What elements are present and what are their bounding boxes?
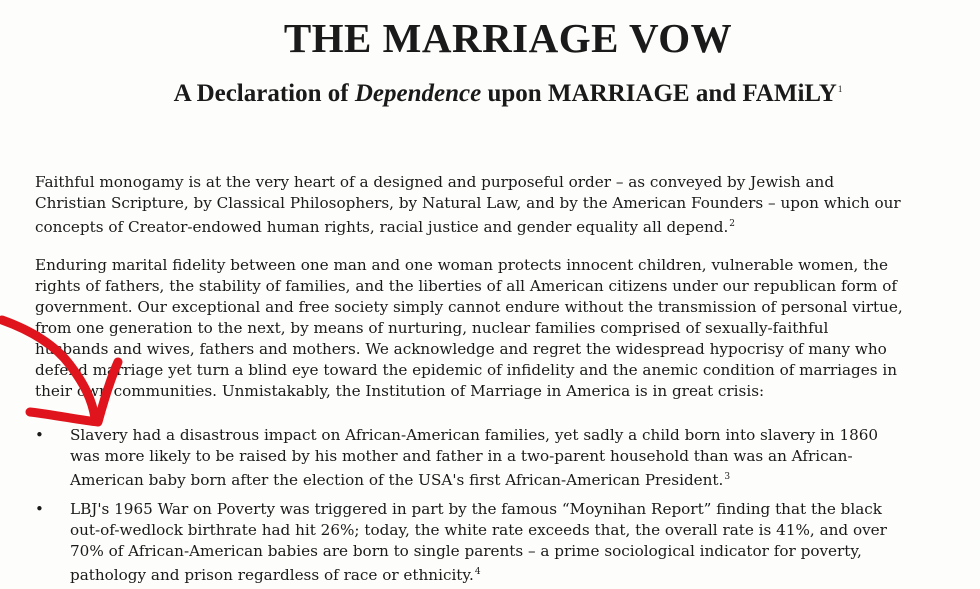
footnote-marker: 2 [729, 219, 736, 229]
bullet-line: LBJ's 1965 War on Poverty was triggered in part by the famous “Moynihan Report” finding that the black [70, 500, 882, 519]
list-item [35, 499, 980, 586]
bullet-line: Slavery had a disastrous impact on African-American families, yet sadly a child born into slavery in 1860 [70, 426, 879, 444]
bullet-icon: • [35, 426, 44, 444]
bullet-line: 70% of African-American babies are born to single parents – a prime sociological indicator for poverty, [70, 542, 862, 561]
crisis-bullet-list [35, 425, 980, 589]
subtitle-emphasis: Dependence [354, 80, 482, 107]
paragraph-faithful-monogamy [35, 172, 980, 238]
bullet-line: was more likely to be raised by his mother and father in a two-parent household than was an African- [70, 447, 853, 465]
paragraph-marital-fidelity [35, 255, 980, 402]
document-title: THE MARRIAGE VOW [283, 15, 733, 61]
paragraph-line: Enduring marital fidelity between one man and one woman protects innocent children, vulnerable women, the [35, 256, 889, 274]
paragraph-line: government. Our exceptional and free society simply cannot endure without the transmission of personal virtue, [35, 298, 903, 316]
paragraph-line: from one generation to the next, by means of nurturing, nuclear families comprised of sexually-faithful [35, 319, 829, 337]
subtitle-footnote: 1 [837, 83, 843, 94]
subtitle-before: A Declaration of [173, 80, 355, 107]
paragraph-line: Faithful monogamy is at the very heart of a designed and purposeful order – as conveyed by Jewish and [35, 173, 835, 191]
paragraph-line: Christian Scripture, by Classical Philosophers, by Natural Law, and by the American Founders – upon which our [35, 194, 901, 212]
bullet-line: American baby born after the election of the USA's first African-American President.$^3$ [70, 471, 731, 490]
paragraph-line: husbands and wives, fathers and mothers. We acknowledge and regret the widespread hypocrisy of many who [35, 340, 887, 358]
paragraph-line: their own communities. Unmistakably, the Institution of Marriage in America is in great crisis: [35, 382, 765, 400]
bullet-line: out-of-wedlock birthrate had hit 26%; today, the white rate exceeds that, the overall rate is 41%, and over [70, 521, 887, 540]
bullet-icon: • [35, 500, 44, 519]
document-subtitle [0, 80, 980, 108]
paragraph-line: concepts of Creator-endowed human rights, racial justice and gender equality all depend.$^2$ [35, 218, 736, 237]
paragraph-line: rights of fathers, the stability of families, and the liberties of all American citizens under our republican form of [35, 277, 897, 295]
bullet-line: pathology and prison regardless of race or ethnicity.$^4$ [70, 566, 481, 585]
subtitle-after: upon MARRIAGE and FAMiLY [481, 80, 837, 107]
paragraph-line: defend marriage yet turn a blind eye toward the epidemic of infidelity and the anemic condition of marriages in [35, 361, 898, 379]
list-item [35, 425, 980, 491]
footnote-marker: 3 [724, 472, 731, 482]
footnote-marker: 4 [474, 567, 481, 578]
